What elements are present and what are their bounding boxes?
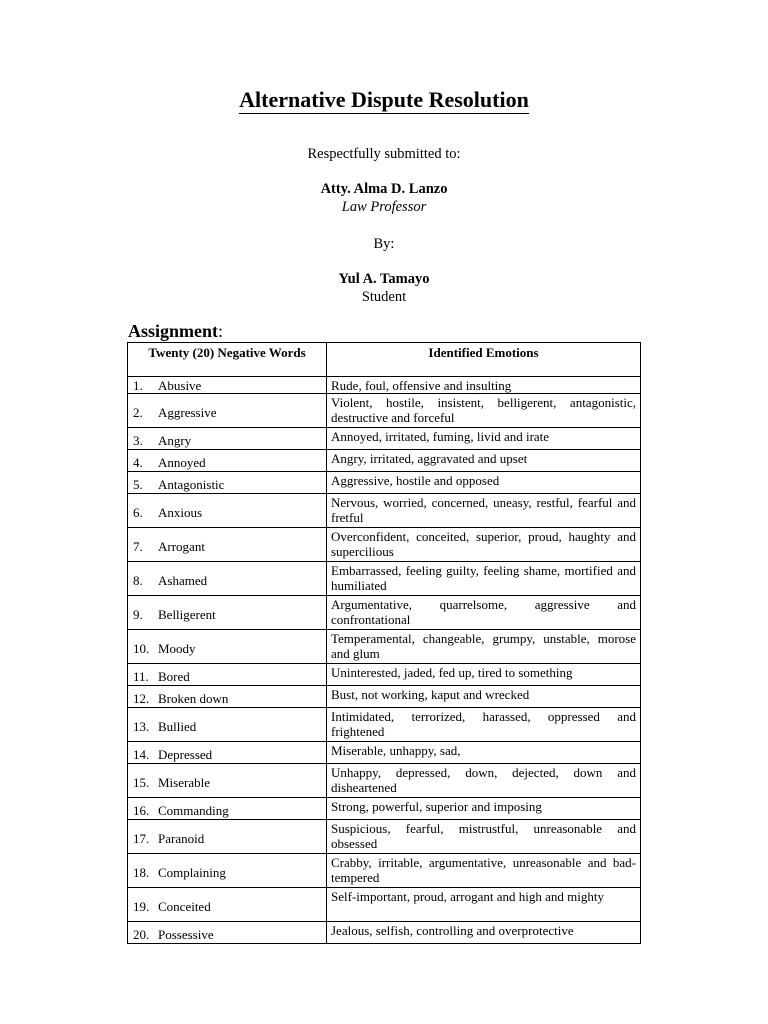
row-number: 8. <box>133 572 143 588</box>
negative-word-cell <box>128 888 327 922</box>
row-number: 1. <box>133 377 143 393</box>
negative-word: Belligerent <box>158 606 216 622</box>
submitted-to-label: Respectfully submitted to: <box>307 146 461 162</box>
emotions-cell: Argumentative, quarrelsome, aggressive and confrontational <box>327 596 641 630</box>
negative-word-cell <box>128 764 327 798</box>
title-text: Alternative Dispute Resolution <box>239 87 529 112</box>
negative-word-cell <box>128 686 327 708</box>
negative-word-cell <box>128 472 327 494</box>
negative-word: Aggressive <box>158 404 217 420</box>
emotions-cell: Annoyed, irritated, fuming, livid and irate <box>327 428 641 450</box>
table-row <box>128 428 641 450</box>
row-number: 11. <box>133 668 149 684</box>
row-number: 15. <box>133 774 150 790</box>
negative-word-cell <box>128 562 327 596</box>
by-label: By: <box>373 236 395 252</box>
table-row <box>128 664 641 686</box>
negative-word-cell <box>128 450 327 472</box>
emotions-cell: Uninterested, jaded, fed up, tired to something <box>327 664 641 686</box>
negative-word: Complaining <box>158 864 226 880</box>
negative-word-cell <box>128 854 327 888</box>
negative-word: Ashamed <box>158 572 208 588</box>
row-number: 2. <box>133 404 143 420</box>
negative-word-cell <box>128 708 327 742</box>
negative-word-cell <box>128 664 327 686</box>
table-header-row <box>128 343 641 377</box>
emotions-cell: Jealous, selfish, controlling and overprotective <box>327 922 641 944</box>
emotions-table <box>127 342 641 944</box>
row-number: 18. <box>133 864 150 880</box>
header-negative-words: Twenty (20) Negative Words <box>128 343 327 377</box>
negative-word-cell <box>128 528 327 562</box>
negative-word-cell <box>128 922 327 944</box>
row-number: 19. <box>133 898 150 914</box>
negative-word-cell <box>128 394 327 428</box>
professor-role: Law Professor <box>341 199 427 215</box>
table-row <box>128 708 641 742</box>
negative-word: Paranoid <box>158 830 205 846</box>
emotions-cell: Overconfident, conceited, superior, proud, haughty and supercilious <box>327 528 641 562</box>
negative-word-cell <box>128 742 327 764</box>
negative-word: Arrogant <box>158 538 205 554</box>
negative-word-cell <box>128 596 327 630</box>
row-number: 5. <box>133 476 143 492</box>
emotions-cell: Bust, not working, kaput and wrecked <box>327 686 641 708</box>
negative-word-cell <box>128 428 327 450</box>
table-row <box>128 742 641 764</box>
negative-word: Broken down <box>158 690 229 706</box>
emotions-cell: Crabby, irritable, argumentative, unreasonable and bad-tempered <box>327 854 641 888</box>
row-number: 4. <box>133 454 143 470</box>
student-role: Student <box>361 289 407 305</box>
table-row <box>128 888 641 922</box>
professor-name: Atty. Alma D. Lanzo <box>320 181 448 197</box>
table-row <box>128 764 641 798</box>
table-row <box>128 630 641 664</box>
assignment-colon: : <box>218 321 224 341</box>
table-row <box>128 394 641 428</box>
emotions-cell: Suspicious, fearful, mistrustful, unreasonable and obsessed <box>327 820 641 854</box>
negative-word: Moody <box>158 640 196 656</box>
table-row <box>128 820 641 854</box>
table-row <box>128 854 641 888</box>
negative-word-cell <box>128 630 327 664</box>
emotions-cell: Unhappy, depressed, down, dejected, down and disheartened <box>327 764 641 798</box>
table-row <box>128 494 641 528</box>
negative-word: Conceited <box>158 898 211 914</box>
emotions-cell: Rude, foul, offensive and insulting <box>327 377 641 394</box>
negative-word: Possessive <box>158 926 214 942</box>
negative-word-cell <box>128 377 327 394</box>
header-identified-emotions: Identified Emotions <box>327 343 641 377</box>
row-number: 3. <box>133 432 143 448</box>
emotions-cell: Angry, irritated, aggravated and upset <box>327 450 641 472</box>
emotions-cell: Self-important, proud, arrogant and high and mighty <box>327 888 641 922</box>
emotions-cell: Aggressive, hostile and opposed <box>327 472 641 494</box>
emotions-cell: Nervous, worried, concerned, uneasy, restful, fearful and fretful <box>327 494 641 528</box>
table-row <box>128 922 641 944</box>
negative-word: Annoyed <box>158 454 206 470</box>
table-row <box>128 472 641 494</box>
row-number: 9. <box>133 606 143 622</box>
negative-word: Anxious <box>158 504 203 520</box>
row-number: 7. <box>133 538 143 554</box>
emotions-cell: Violent, hostile, insistent, belligerent, antagonistic, destructive and forceful <box>327 394 641 428</box>
row-number: 14. <box>133 746 150 762</box>
table-row <box>128 528 641 562</box>
table-row <box>128 450 641 472</box>
row-number: 10. <box>133 640 150 656</box>
table-row <box>128 596 641 630</box>
table-row <box>128 562 641 596</box>
negative-word-cell <box>128 494 327 528</box>
table-body <box>128 377 641 944</box>
negative-word: Bullied <box>158 718 197 734</box>
row-number: 20. <box>133 926 150 942</box>
negative-word: Antagonistic <box>158 476 225 492</box>
negative-word: Abusive <box>158 377 202 393</box>
emotions-cell: Strong, powerful, superior and imposing <box>327 798 641 820</box>
row-number: 16. <box>133 802 150 818</box>
negative-word: Angry <box>158 432 192 448</box>
negative-word: Commanding <box>158 802 229 818</box>
negative-word-cell <box>128 798 327 820</box>
document-title <box>0 87 768 113</box>
negative-word: Miserable <box>158 774 210 790</box>
row-number: 6. <box>133 504 143 520</box>
assignment-label: Assignment <box>128 321 219 341</box>
row-number: 12. <box>133 690 150 706</box>
assignment-heading <box>128 321 223 342</box>
table-row <box>128 798 641 820</box>
emotions-cell: Miserable, unhappy, sad, <box>327 742 641 764</box>
student-name: Yul A. Tamayo <box>338 271 430 287</box>
row-number: 17. <box>133 830 150 846</box>
table-row <box>128 686 641 708</box>
emotions-cell: Temperamental, changeable, grumpy, unstable, morose and glum <box>327 630 641 664</box>
emotions-cell: Embarrassed, feeling guilty, feeling shame, mortified and humiliated <box>327 562 641 596</box>
emotions-cell: Intimidated, terrorized, harassed, oppressed and frightened <box>327 708 641 742</box>
negative-word: Depressed <box>158 746 213 762</box>
row-number: 13. <box>133 718 150 734</box>
negative-word-cell <box>128 820 327 854</box>
table-row <box>128 377 641 394</box>
negative-word: Bored <box>158 668 190 684</box>
